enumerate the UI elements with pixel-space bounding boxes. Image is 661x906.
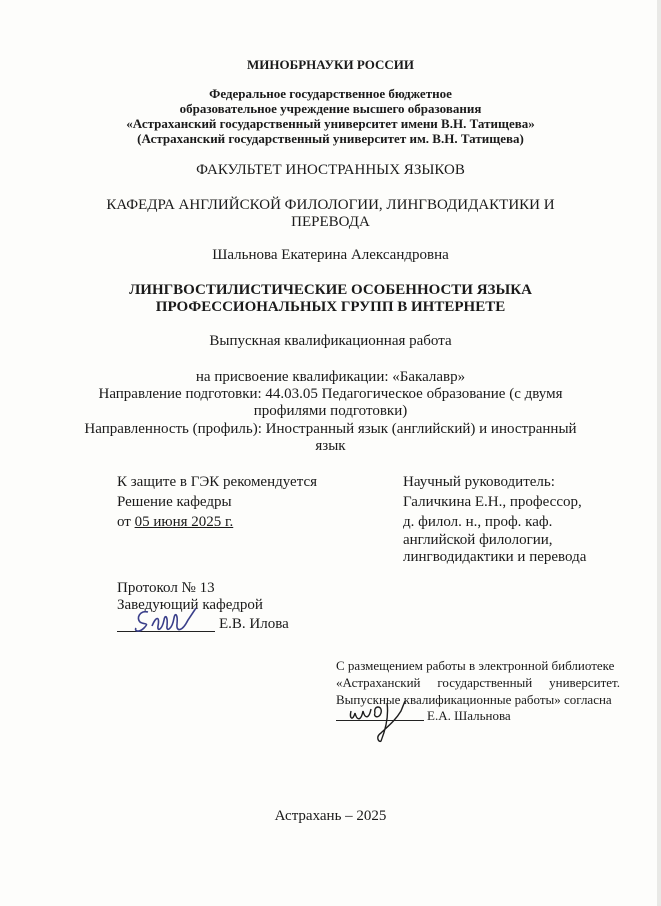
institution-line-4: (Астраханский государственный университет им. В.Н. Татищева)	[137, 131, 524, 146]
supervisor-dept-1: английской филологии,	[403, 532, 553, 548]
supervisor-degree: д. филол. н., проф. каф.	[403, 514, 553, 530]
department-decision: Решение кафедры	[117, 494, 232, 510]
decision-date-prefix: от	[117, 514, 135, 530]
profile-line-2: язык	[315, 438, 346, 454]
institution-line-2: образовательное учреждение высшего образования	[179, 101, 482, 116]
faculty-name: ФАКУЛЬТЕТ ИНОСТРАННЫХ ЯЗЫКОВ	[196, 162, 465, 178]
ministry-name: МИНОБРНАУКИ РОССИИ	[247, 57, 414, 72]
protocol-number: Протокол № 13	[117, 580, 215, 596]
decision-date	[117, 514, 233, 531]
head-of-department-label: Заведующий кафедрой	[117, 597, 263, 613]
library-consent-line-3: Выпускные квалификационные работы» согласна	[336, 692, 612, 707]
thesis-title-line-1: ЛИНГВОСТИЛИСТИЧЕСКИЕ ОСОБЕННОСТИ ЯЗЫКА	[129, 282, 532, 298]
department-line-1: КАФЕДРА АНГЛИЙСКОЙ ФИЛОЛОГИИ, ЛИНГВОДИДАКТИКИ И	[106, 197, 555, 213]
author-name: Шальнова Екатерина Александровна	[212, 247, 449, 263]
department-line-2: ПЕРЕВОДА	[291, 214, 370, 230]
library-consent-line-1: С размещением работы в электронной библиотеке	[336, 658, 615, 673]
supervisor-label: Научный руководитель:	[403, 474, 555, 490]
profile-line-1: Направленность (профиль): Иностранный язык (английский) и иностранный	[84, 421, 577, 437]
head-name: Е.В. Илова	[219, 616, 289, 632]
library-consent-line-2: «Астраханский государственный университет.	[336, 675, 620, 690]
head-signature-image	[130, 606, 205, 638]
direction-line-1: Направление подготовки: 44.03.05 Педагогическое образование (с двумя	[98, 386, 563, 402]
supervisor-dept-2: лингводидактики и перевода	[403, 549, 587, 565]
thesis-title-line-2: ПРОФЕССИОНАЛЬНЫХ ГРУПП В ИНТЕРНЕТЕ	[155, 299, 506, 315]
direction-line-2: профилями подготовки)	[253, 403, 408, 419]
student-name: Е.А. Шальнова	[427, 708, 511, 723]
qualification: на присвоение квалификации: «Бакалавр»	[195, 369, 466, 385]
institution-line-3: «Астраханский государственный университет имени В.Н. Татищева»	[126, 116, 535, 131]
institution-line-1: Федеральное государственное бюджетное	[209, 86, 452, 101]
defense-recommendation: К защите в ГЭК рекомендуется	[117, 474, 318, 490]
student-signature-image	[345, 697, 415, 745]
decision-date-value: 05 июня 2025 г.	[134, 514, 234, 530]
city-year: Астрахань – 2025	[274, 808, 387, 824]
page-edge-shadow	[657, 0, 661, 906]
supervisor-name: Галичкина Е.Н., профессор,	[403, 494, 582, 510]
work-type: Выпускная квалификационная работа	[209, 333, 452, 349]
